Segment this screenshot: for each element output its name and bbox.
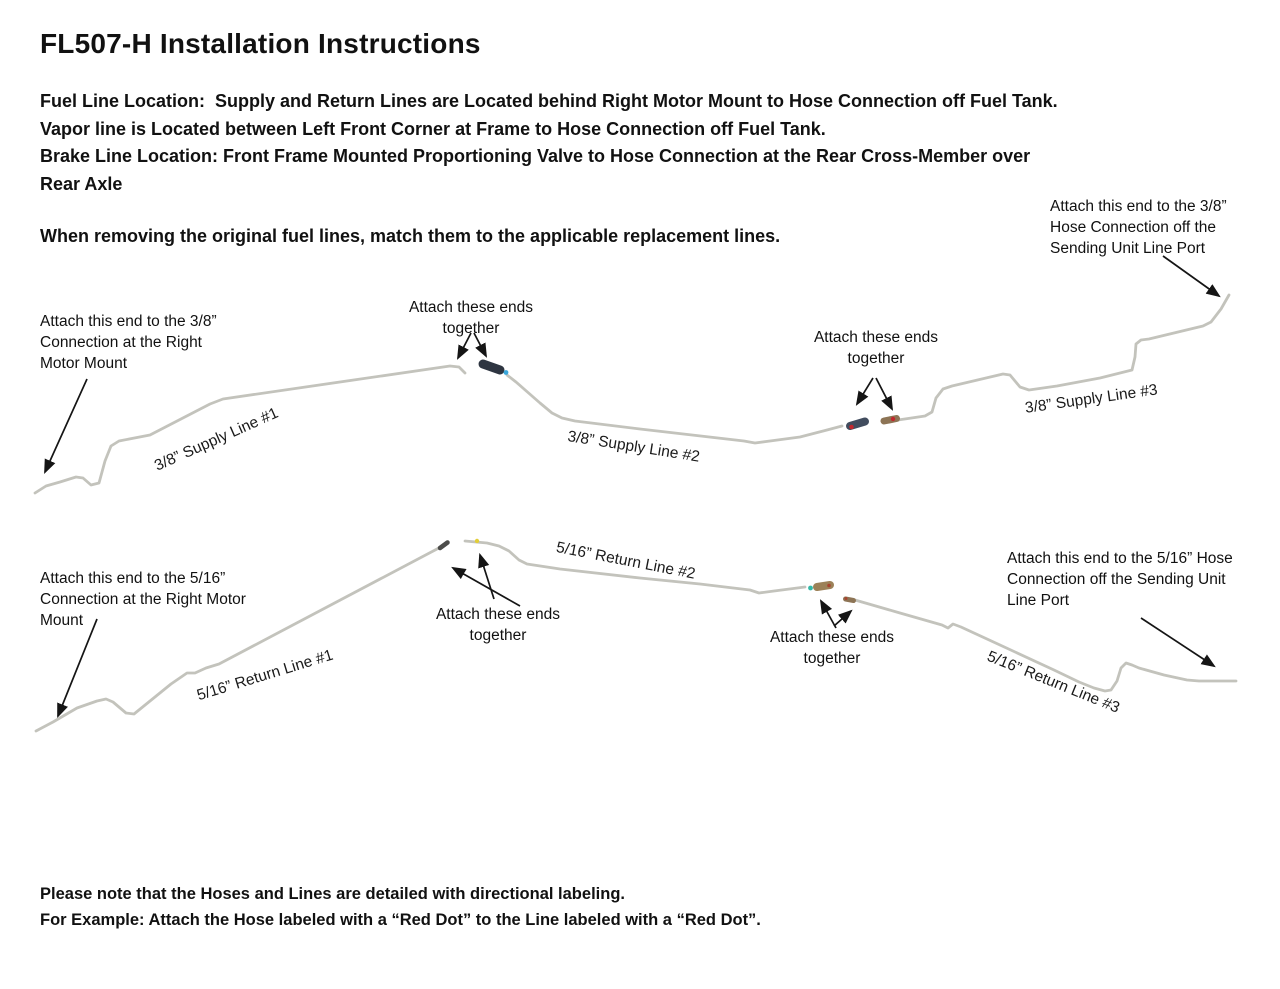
arrow-supply-left: [45, 379, 87, 472]
footer-line: For Example: Attach the Hose labeled with a “Red Dot” to the Line labeled with a “Red Dot”.: [40, 911, 761, 929]
blue-dot-marker: [504, 370, 509, 375]
hose-fitting-supply-join1: [483, 364, 500, 370]
rust-dot-marker-small: [845, 597, 848, 600]
directional-labeling-note: [40, 881, 1140, 933]
annotation-supply-left: Attach this end to the 3/8” Connection at the Right Motor Mount: [40, 313, 217, 372]
arrow-supply-right: [1163, 256, 1219, 296]
annotation-supply-join1: Attach these ends together: [408, 299, 534, 337]
annotation-supply-right: Attach this end to the 3/8” Hose Connection off the Sending Unit Line Port: [1050, 198, 1227, 257]
arrow-return-join1-b: [480, 555, 494, 599]
label-supply-line-2: 3/8” Supply Line #2: [566, 428, 701, 466]
yellow-dot-marker: [475, 539, 479, 543]
arrow-return-join2-b: [834, 611, 851, 626]
red-dot-marker-hose: [849, 425, 854, 430]
location-paragraph: [40, 88, 1250, 198]
supply-line-2-path: [507, 375, 842, 443]
arrow-return-join2-a: [821, 601, 836, 628]
annotation-return-join2: Attach these ends together: [769, 629, 895, 667]
arrow-supply-join2-a: [857, 378, 873, 404]
arrow-supply-join2-b: [876, 378, 892, 409]
arrow-return-left: [58, 619, 97, 716]
rust-dot-marker: [827, 584, 831, 588]
footer-line: Please note that the Hoses and Lines are detailed with directional labeling.: [40, 885, 625, 903]
label-return-line-3: 5/16” Return Line #3: [984, 648, 1123, 717]
location-line: Rear Axle: [40, 173, 123, 194]
label-supply-line-1: 3/8” Supply Line #1: [152, 404, 281, 475]
red-dot-marker-line: [891, 417, 895, 421]
annotation-supply-join2: Attach these ends together: [813, 329, 939, 367]
label-return-line-2: 5/16” Return Line #2: [554, 539, 697, 583]
label-supply-line-3: 3/8” Supply Line #3: [1024, 381, 1159, 417]
page-title: FL507-H Installation Instructions: [40, 28, 481, 59]
annotation-return-left: Attach this end to the 5/16” Connection at the Right Motor Mount: [40, 570, 246, 629]
return-line-1-dark-tip: [440, 543, 448, 549]
annotation-return-join1: Attach these ends together: [435, 606, 561, 644]
location-line: Fuel Line Location: Supply and Return Lines are Located behind Right Motor Mount to Hose Connection off Fuel Tank.: [40, 91, 1058, 111]
teal-dot-marker: [808, 586, 813, 591]
label-return-line-1: 5/16” Return Line #1: [195, 646, 336, 705]
removal-note: When removing the original fuel lines, match them to the applicable replacement lines.: [40, 226, 781, 246]
arrow-return-right: [1141, 618, 1214, 666]
annotation-return-right: Attach this end to the 5/16” Hose Connection off the Sending Unit Line Port: [1007, 550, 1233, 609]
location-line: Brake Line Location: Front Frame Mounted Proportioning Valve to Hose Connection at the Rear Cross-Member over: [40, 146, 1031, 166]
location-line: Vapor line is Located between Left Front Corner at Frame to Hose Connection off Fuel Tank.: [40, 118, 826, 139]
